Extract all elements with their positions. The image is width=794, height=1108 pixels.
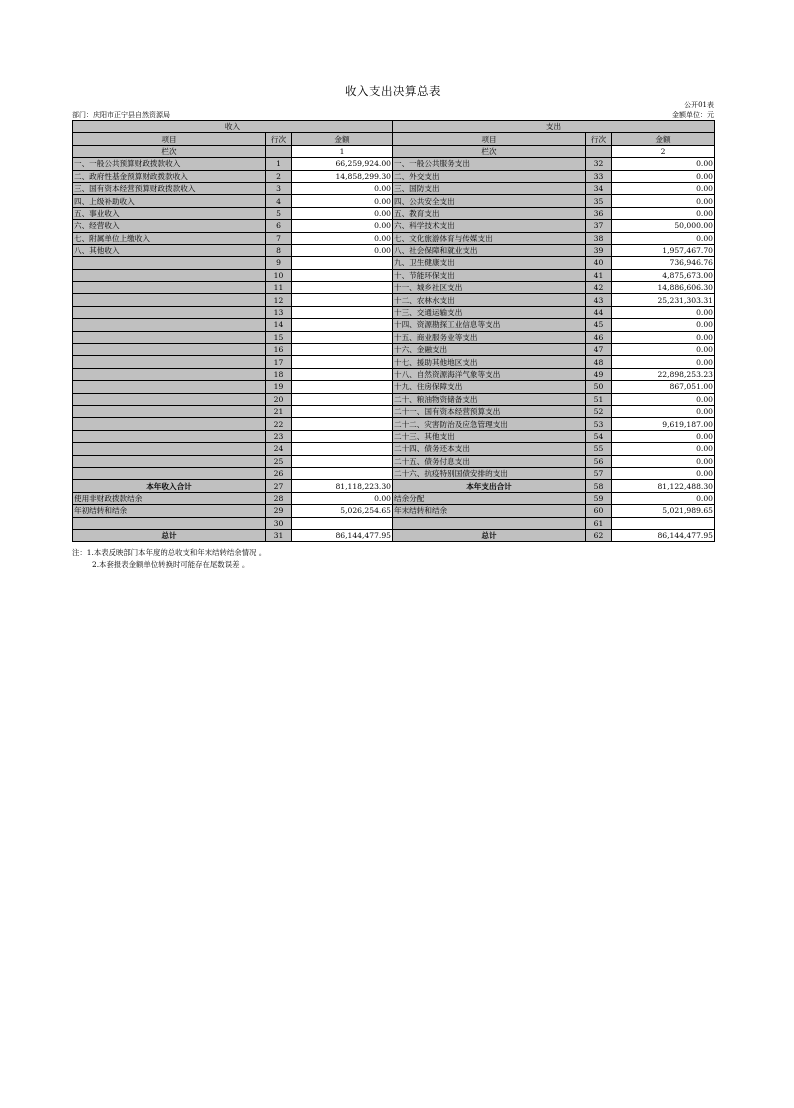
expense-item-cell: 二十六、抗疫特别国债安排的支出 <box>393 467 586 479</box>
income-amount-cell: 0.00 <box>292 195 393 207</box>
income-amount-cell: 0.00 <box>292 182 393 194</box>
expense-line-cell: 62 <box>586 529 612 541</box>
expense-item-header: 项目 <box>393 133 586 145</box>
form-number: 公开01表 <box>684 101 714 109</box>
expense-item-cell: 十七、援助其他地区支出 <box>393 356 586 368</box>
table-row <box>73 393 715 405</box>
income-line-cell: 15 <box>266 331 292 343</box>
expense-line-cell: 32 <box>586 158 612 170</box>
expense-amount-cell: 0.00 <box>612 331 715 343</box>
table-row <box>73 232 715 244</box>
expense-line-cell: 50 <box>586 381 612 393</box>
income-line-cell: 10 <box>266 269 292 281</box>
expense-line-cell: 52 <box>586 405 612 417</box>
table-row <box>73 319 715 331</box>
income-amount-cell <box>292 517 393 529</box>
expense-amount-cell: 0.00 <box>612 344 715 356</box>
expense-line-cell: 35 <box>586 195 612 207</box>
expense-line-cell: 42 <box>586 282 612 294</box>
expense-amount-cell: 0.00 <box>612 182 715 194</box>
expense-amount-cell: 0.00 <box>612 319 715 331</box>
income-amount-cell <box>292 269 393 281</box>
table-row <box>73 368 715 380</box>
expense-amount-cell: 4,875,673.00 <box>612 269 715 281</box>
income-line-cell: 26 <box>266 467 292 479</box>
income-amount-cell <box>292 455 393 467</box>
income-amount-cell <box>292 430 393 442</box>
table-row <box>73 207 715 219</box>
expense-line-cell: 44 <box>586 306 612 318</box>
income-item-cell <box>73 257 266 269</box>
income-line-cell: 2 <box>266 170 292 182</box>
income-amount-cell: 0.00 <box>292 492 393 504</box>
expense-line-cell: 37 <box>586 220 612 232</box>
income-item-cell <box>73 331 266 343</box>
expense-line-cell: 39 <box>586 244 612 256</box>
expense-amount-cell: 736,946.76 <box>612 257 715 269</box>
expense-section-header: 支出 <box>393 121 715 133</box>
income-item-cell: 六、经营收入 <box>73 220 266 232</box>
income-line-cell: 9 <box>266 257 292 269</box>
income-column-index: 1 <box>292 145 393 157</box>
expense-item-cell: 七、文化旅游体育与传媒支出 <box>393 232 586 244</box>
income-item-cell: 二、政府性基金预算财政拨款收入 <box>73 170 266 182</box>
expense-column-label: 栏次 <box>393 145 586 157</box>
table-row <box>73 282 715 294</box>
income-line-cell: 13 <box>266 306 292 318</box>
expense-amount-cell: 86,144,477.95 <box>612 529 715 541</box>
expense-amount-cell: 0.00 <box>612 467 715 479</box>
expense-amount-cell: 5,021,989.65 <box>612 505 715 517</box>
income-amount-cell <box>292 393 393 405</box>
expense-column-index: 2 <box>612 145 715 157</box>
income-amount-cell <box>292 405 393 417</box>
income-line-cell: 28 <box>266 492 292 504</box>
expense-item-cell: 九、卫生健康支出 <box>393 257 586 269</box>
expense-line-cell: 49 <box>586 368 612 380</box>
expense-item-cell: 结余分配 <box>393 492 586 504</box>
expense-item-cell: 本年支出合计 <box>393 480 586 492</box>
income-item-cell <box>73 393 266 405</box>
expense-line-index <box>586 145 612 157</box>
expense-line-cell: 56 <box>586 455 612 467</box>
income-amount-cell <box>292 356 393 368</box>
income-item-cell: 使用非财政拨款结余 <box>73 492 266 504</box>
expense-amount-cell: 0.00 <box>612 393 715 405</box>
expense-amount-cell: 1,957,467.70 <box>612 244 715 256</box>
income-item-header: 项目 <box>73 133 266 145</box>
expense-line-cell: 48 <box>586 356 612 368</box>
expense-item-cell: 二、外交支出 <box>393 170 586 182</box>
income-line-cell: 6 <box>266 220 292 232</box>
income-line-cell: 11 <box>266 282 292 294</box>
income-amount-cell <box>292 344 393 356</box>
income-amount-cell <box>292 381 393 393</box>
expense-item-cell: 总计 <box>393 529 586 541</box>
income-item-cell <box>73 269 266 281</box>
expense-line-cell: 47 <box>586 344 612 356</box>
expense-item-cell: 十六、金融支出 <box>393 344 586 356</box>
expense-line-cell: 36 <box>586 207 612 219</box>
expense-amount-cell: 0.00 <box>612 195 715 207</box>
table-row <box>73 244 715 256</box>
income-item-cell: 八、其他收入 <box>73 244 266 256</box>
expense-item-cell: 二十、粮油物资储备支出 <box>393 393 586 405</box>
expense-line-cell: 41 <box>586 269 612 281</box>
expense-item-cell: 二十三、其他支出 <box>393 430 586 442</box>
table-row <box>73 405 715 417</box>
expense-line-cell: 43 <box>586 294 612 306</box>
expense-amount-cell: 0.00 <box>612 430 715 442</box>
expense-amount-cell: 25,231,303.31 <box>612 294 715 306</box>
expense-amount-cell: 0.00 <box>612 207 715 219</box>
income-amount-cell: 0.00 <box>292 207 393 219</box>
table-row <box>73 170 715 182</box>
expense-item-cell: 十四、资源勘探工业信息等支出 <box>393 319 586 331</box>
expense-item-cell: 八、社会保障和就业支出 <box>393 244 586 256</box>
expense-item-cell: 十、节能环保支出 <box>393 269 586 281</box>
table-row <box>73 294 715 306</box>
table-body <box>73 158 715 542</box>
income-item-cell <box>73 319 266 331</box>
income-amount-cell: 0.00 <box>292 220 393 232</box>
report-title: 收入支出决算总表 <box>345 84 441 98</box>
income-line-cell: 17 <box>266 356 292 368</box>
income-amount-cell <box>292 443 393 455</box>
expense-amount-header: 金额 <box>612 133 715 145</box>
expense-line-cell: 59 <box>586 492 612 504</box>
income-amount-cell: 14,858,299.30 <box>292 170 393 182</box>
income-line-cell: 21 <box>266 405 292 417</box>
expense-line-cell: 34 <box>586 182 612 194</box>
expense-amount-cell: 0.00 <box>612 158 715 170</box>
income-item-cell <box>73 381 266 393</box>
note-2: 2.本套报表金额单位转换时可能存在尾数误差 。 <box>92 560 250 569</box>
header-index-row <box>73 145 715 157</box>
expense-amount-cell <box>612 517 715 529</box>
income-amount-cell <box>292 257 393 269</box>
table-row <box>73 455 715 467</box>
income-line-cell: 18 <box>266 368 292 380</box>
expense-item-cell: 十八、自然资源海洋气象等支出 <box>393 368 586 380</box>
expense-line-cell: 60 <box>586 505 612 517</box>
expense-item-cell: 二十五、债务付息支出 <box>393 455 586 467</box>
income-line-cell: 14 <box>266 319 292 331</box>
income-line-cell: 24 <box>266 443 292 455</box>
income-line-header: 行次 <box>266 133 292 145</box>
expense-item-cell: 五、教育支出 <box>393 207 586 219</box>
income-column-label: 栏次 <box>73 145 266 157</box>
expense-amount-cell: 0.00 <box>612 405 715 417</box>
expense-line-header: 行次 <box>586 133 612 145</box>
income-item-cell <box>73 356 266 368</box>
expense-amount-cell: 9,619,187.00 <box>612 418 715 430</box>
expense-item-cell: 二十一、国有资本经营预算支出 <box>393 405 586 417</box>
income-line-cell: 12 <box>266 294 292 306</box>
income-item-cell: 四、上级补助收入 <box>73 195 266 207</box>
income-amount-cell: 0.00 <box>292 244 393 256</box>
expense-line-cell: 53 <box>586 418 612 430</box>
income-amount-cell: 0.00 <box>292 232 393 244</box>
table-row <box>73 430 715 442</box>
income-line-cell: 30 <box>266 517 292 529</box>
income-amount-cell <box>292 306 393 318</box>
income-line-cell: 5 <box>266 207 292 219</box>
table-row <box>73 269 715 281</box>
income-line-cell: 8 <box>266 244 292 256</box>
income-amount-cell <box>292 294 393 306</box>
table-row <box>73 158 715 170</box>
table-row <box>73 306 715 318</box>
expense-line-cell: 46 <box>586 331 612 343</box>
expense-item-cell: 四、公共安全支出 <box>393 195 586 207</box>
grand-total-row <box>73 529 715 541</box>
income-item-cell <box>73 455 266 467</box>
expense-item-cell: 十九、住房保障支出 <box>393 381 586 393</box>
income-amount-header: 金额 <box>292 133 393 145</box>
expense-line-cell: 40 <box>586 257 612 269</box>
table-row <box>73 517 715 529</box>
income-line-cell: 23 <box>266 430 292 442</box>
expense-amount-cell: 0.00 <box>612 356 715 368</box>
table-row <box>73 381 715 393</box>
expense-amount-cell: 0.00 <box>612 492 715 504</box>
expense-item-cell: 十一、城乡社区支出 <box>393 282 586 294</box>
income-item-cell: 三、国有资本经营预算财政拨款收入 <box>73 182 266 194</box>
expense-item-cell: 三、国防支出 <box>393 182 586 194</box>
income-line-cell: 25 <box>266 455 292 467</box>
income-line-cell: 20 <box>266 393 292 405</box>
income-line-cell: 22 <box>266 418 292 430</box>
income-item-cell: 总计 <box>73 529 266 541</box>
income-item-cell: 七、附属单位上缴收入 <box>73 232 266 244</box>
expense-line-cell: 57 <box>586 467 612 479</box>
expense-line-cell: 55 <box>586 443 612 455</box>
income-item-cell <box>73 430 266 442</box>
table-row <box>73 505 715 517</box>
expense-amount-cell: 0.00 <box>612 443 715 455</box>
table-row <box>73 492 715 504</box>
table-row <box>73 220 715 232</box>
expense-amount-cell: 81,122,488.30 <box>612 480 715 492</box>
income-item-cell <box>73 467 266 479</box>
income-line-cell: 16 <box>266 344 292 356</box>
expense-amount-cell: 867,051.00 <box>612 381 715 393</box>
expense-item-cell: 二十四、债务还本支出 <box>393 443 586 455</box>
expense-amount-cell: 0.00 <box>612 455 715 467</box>
annual-total-row <box>73 480 715 492</box>
expense-line-cell: 38 <box>586 232 612 244</box>
expense-item-cell <box>393 517 586 529</box>
expense-item-cell: 年末结转和结余 <box>393 505 586 517</box>
income-line-cell: 3 <box>266 182 292 194</box>
table-row <box>73 257 715 269</box>
income-item-cell <box>73 405 266 417</box>
income-amount-cell <box>292 368 393 380</box>
expense-amount-cell: 0.00 <box>612 306 715 318</box>
table-row <box>73 344 715 356</box>
income-item-cell <box>73 517 266 529</box>
income-amount-cell <box>292 319 393 331</box>
income-amount-cell: 66,259,924.00 <box>292 158 393 170</box>
expense-amount-cell: 0.00 <box>612 232 715 244</box>
income-item-cell <box>73 418 266 430</box>
income-line-cell: 29 <box>266 505 292 517</box>
income-item-cell: 五、事业收入 <box>73 207 266 219</box>
expense-item-cell: 十三、交通运输支出 <box>393 306 586 318</box>
table-row <box>73 418 715 430</box>
income-amount-cell: 86,144,477.95 <box>292 529 393 541</box>
expense-line-cell: 45 <box>586 319 612 331</box>
header-section-row <box>73 121 715 133</box>
expense-line-cell: 61 <box>586 517 612 529</box>
income-item-cell <box>73 368 266 380</box>
expense-line-cell: 33 <box>586 170 612 182</box>
header-column-row <box>73 133 715 145</box>
income-line-cell: 1 <box>266 158 292 170</box>
note-1: 注：1.本表反映部门本年度的总收支和年末结转结余情况 。 <box>72 548 267 557</box>
table-row <box>73 467 715 479</box>
income-line-cell: 4 <box>266 195 292 207</box>
notes <box>72 547 266 571</box>
income-item-cell <box>73 294 266 306</box>
expense-line-cell: 54 <box>586 430 612 442</box>
table-row <box>73 356 715 368</box>
income-expense-table <box>72 120 715 542</box>
expense-item-cell: 六、科学技术支出 <box>393 220 586 232</box>
expense-item-cell: 一、一般公共服务支出 <box>393 158 586 170</box>
income-section-header: 收入 <box>73 121 393 133</box>
income-line-cell: 27 <box>266 480 292 492</box>
income-line-cell: 31 <box>266 529 292 541</box>
table-row <box>73 443 715 455</box>
expense-line-cell: 58 <box>586 480 612 492</box>
income-item-cell <box>73 344 266 356</box>
expense-amount-cell: 14,886,606.30 <box>612 282 715 294</box>
expense-item-cell: 十五、商业服务业等支出 <box>393 331 586 343</box>
income-item-cell: 本年收入合计 <box>73 480 266 492</box>
income-amount-cell <box>292 418 393 430</box>
income-item-cell <box>73 443 266 455</box>
expense-amount-cell: 22,898,253.23 <box>612 368 715 380</box>
income-amount-cell <box>292 331 393 343</box>
expense-item-cell: 十二、农林水支出 <box>393 294 586 306</box>
income-line-index <box>266 145 292 157</box>
income-amount-cell: 81,118,223.30 <box>292 480 393 492</box>
income-item-cell <box>73 282 266 294</box>
expense-item-cell: 二十二、灾害防治及应急管理支出 <box>393 418 586 430</box>
table-row <box>73 195 715 207</box>
income-item-cell: 一、一般公共预算财政拨款收入 <box>73 158 266 170</box>
income-amount-cell <box>292 467 393 479</box>
income-line-cell: 19 <box>266 381 292 393</box>
income-item-cell <box>73 306 266 318</box>
income-line-cell: 7 <box>266 232 292 244</box>
expense-line-cell: 51 <box>586 393 612 405</box>
expense-amount-cell: 0.00 <box>612 170 715 182</box>
amount-unit-label: 金额单位：元 <box>672 111 714 119</box>
table-row <box>73 182 715 194</box>
income-item-cell: 年初结转和结余 <box>73 505 266 517</box>
income-amount-cell: 5,026,254.65 <box>292 505 393 517</box>
expense-amount-cell: 50,000.00 <box>612 220 715 232</box>
income-amount-cell <box>292 282 393 294</box>
department-label: 部门：庆阳市正宁县自然资源局 <box>72 111 170 119</box>
table-row <box>73 331 715 343</box>
